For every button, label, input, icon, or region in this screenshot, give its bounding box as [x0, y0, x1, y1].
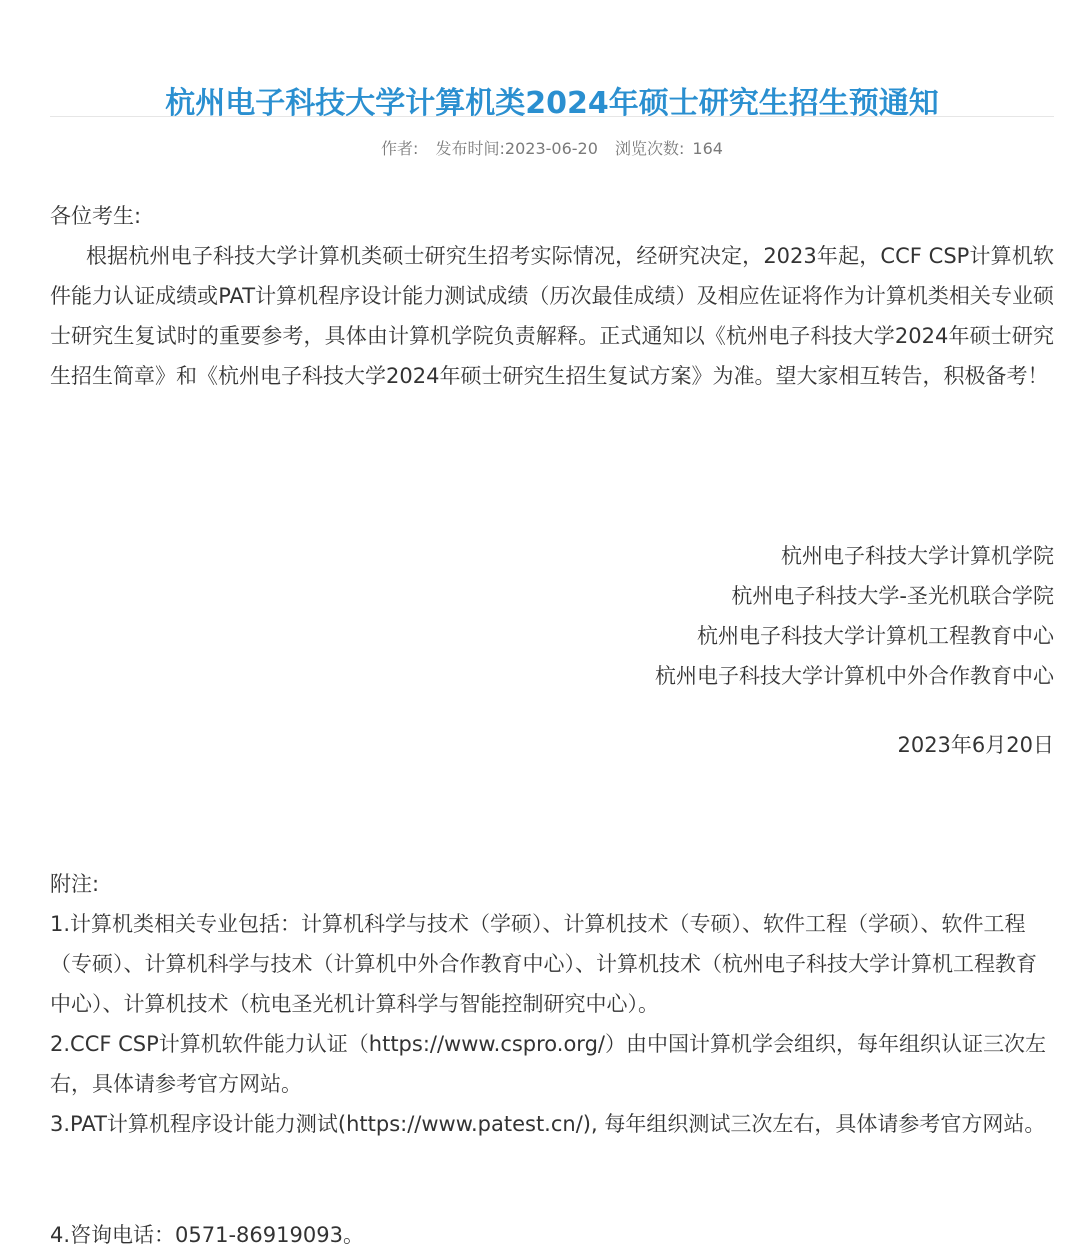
- signature-line: 杭州电子科技大学-圣光机联合学院: [731, 584, 1054, 608]
- article-meta: [50, 137, 1054, 161]
- publish-date: 发布时间:2023-06-20: [435, 139, 598, 158]
- author-label: 作者:: [381, 139, 419, 158]
- note-item: 3.PAT计算机程序设计能力测试(https://www.patest.cn/), 每年组织测试三次左右，具体请参考官方网站。: [50, 1112, 1046, 1136]
- signature-line: 杭州电子科技大学计算机中外合作教育中心: [655, 664, 1054, 688]
- notes-section: [50, 864, 1054, 1144]
- title-divider: [50, 116, 1054, 117]
- signature-line: 杭州电子科技大学计算机工程教育中心: [697, 624, 1054, 648]
- main-paragraph: 根据杭州电子科技大学计算机类硕士研究生招考实际情况，经研究决定，2023年起，CCF CSP计算机软件能力认证成绩或PAT计算机程序设计能力测试成绩（历次最佳成绩）及相应佐证将作为计算机类相关专业硕士研究生复试时的重要参考，具体由计算机学院负责解释。正式通知以《杭州电子科技大学2024年硕士研究生招生简章》和《杭州电子科技大学2024年硕士研究生招生复试方案》为准。望大家相互转告，积极备考！: [50, 244, 1054, 388]
- article-body: [50, 196, 1054, 396]
- greeting: 各位考生:: [50, 204, 142, 228]
- signature-date: 2023年6月20日: [897, 733, 1054, 757]
- signature-line: 杭州电子科技大学计算机学院: [781, 544, 1054, 568]
- views-label: 浏览次数:: [615, 139, 685, 158]
- note-item: 1.计算机类相关专业包括：计算机科学与技术（学硕）、计算机技术（专硕）、软件工程（学硕）、软件工程（专硕）、计算机科学与技术（计算机中外合作教育中心）、计算机技术（杭州电子科技大学计算机工程教育中心）、计算机技术（杭电圣光机计算科学与智能控制研究中心）。: [50, 912, 1037, 1016]
- notes-heading: 附注:: [50, 872, 100, 896]
- contact-phone: 4.咨询电话：0571-86919093。: [50, 1223, 364, 1247]
- note-item: 2.CCF CSP计算机软件能力认证（https://www.cspro.org/）由中国计算机学会组织，每年组织认证三次左右，具体请参考官方网站。: [50, 1032, 1046, 1096]
- views-count: 164: [692, 139, 723, 158]
- signature-block: [50, 536, 1054, 696]
- page-title: 杭州电子科技大学计算机类2024年硕士研究生招生预通知: [165, 86, 939, 122]
